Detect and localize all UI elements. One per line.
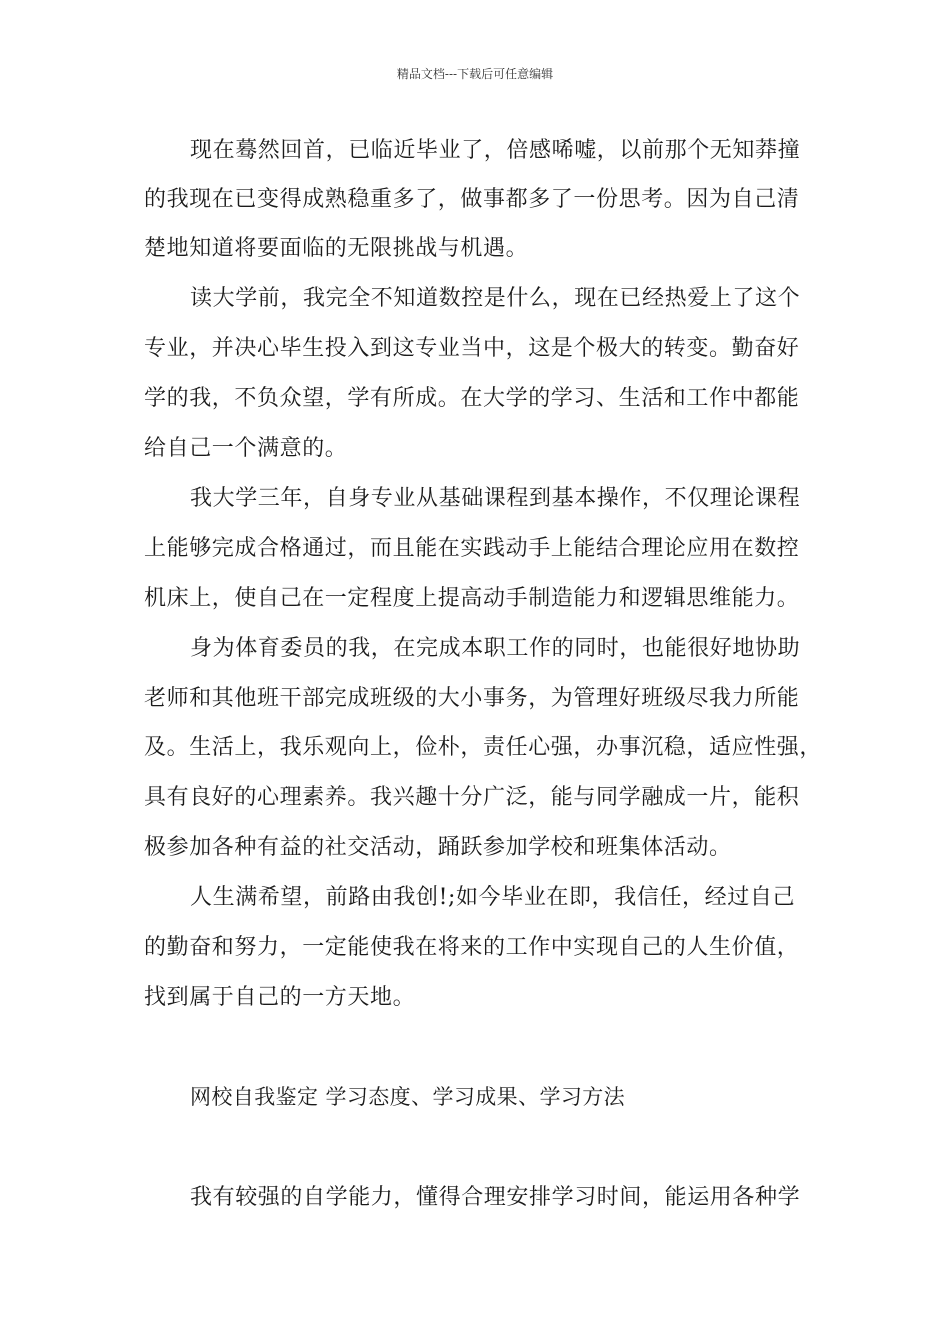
paragraph-line: 读大学前，我完全不知道数控是什么，现在已经热爱上了这个 [190,286,801,311]
page-header: 精品文档---下载后可任意编辑 [396,67,554,81]
paragraph-line: 楚地知道将要面临的无限挑战与机遇。 [144,236,529,261]
paragraph-line: 学的我，不负众望，学有所成。在大学的学习、生活和工作中都能 [144,386,800,411]
paragraph-line: 人生满希望，前路由我创!;如今毕业在即，我信任，经过自己 [190,885,796,910]
paragraph-line: 我大学三年，自身专业从基础课程到基本操作，不仅理论课程 [190,486,801,511]
paragraph-line: 老师和其他班干部完成班级的大小事务，为管理好班级尽我力所能 [144,686,800,711]
paragraph-line: 现在蓦然回首，已临近毕业了，倍感唏嘘，以前那个无知莽撞 [190,138,801,163]
paragraph-line: 及。生活上，我乐观向上，俭朴，责任心强，办事沉稳，适应性强， [144,735,823,760]
paragraph-line: 身为体育委员的我，在完成本职工作的同时，也能很好地协助 [190,636,801,661]
paragraph-line: 上能够完成合格通过，而且能在实践动手上能结合理论应用在数控 [144,536,800,561]
paragraph-line: 给自己一个满意的。 [144,436,348,461]
paragraph-line: 的勤奋和努力，一定能使我在将来的工作中实现自己的人生价值， [144,935,800,960]
paragraph-line: 机床上，使自己在一定程度上提高动手制造能力和逻辑思维能力。 [144,586,800,611]
paragraph-line: 我有较强的自学能力，懂得合理安排学习时间，能运用各种学 [190,1185,801,1210]
paragraph-line: 专业，并决心毕生投入到这专业当中，这是个极大的转变。勤奋好 [144,336,800,361]
paragraph-line: 具有良好的心理素养。我兴趣十分广泛，能与同学融成一片，能积 [144,785,800,810]
section-title: 网校自我鉴定 学习态度、学习成果、学习方法 [190,1085,626,1109]
paragraph-line: 找到属于自己的一方天地。 [144,985,416,1010]
paragraph-line: 的我现在已变得成熟稳重多了，做事都多了一份思考。因为自己清 [144,187,800,212]
paragraph-line: 极参加各种有益的社交活动，踊跃参加学校和班集体活动。 [144,835,732,860]
